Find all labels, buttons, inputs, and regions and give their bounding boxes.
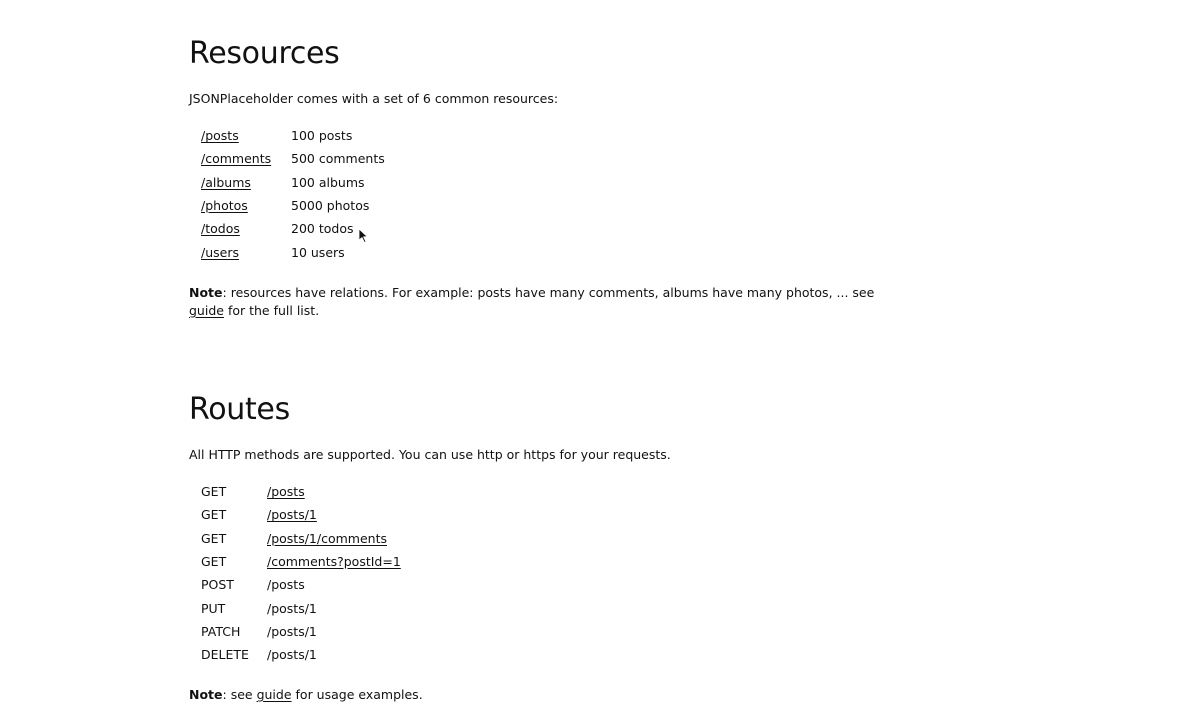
table-row <box>201 620 401 643</box>
table-row <box>201 171 385 194</box>
routes-intro: All HTTP methods are supported. You can use http or https for your requests. <box>189 447 671 462</box>
note-label: Note <box>189 285 223 300</box>
route-path: /posts/1 <box>267 647 317 663</box>
route-link-posts[interactable]: /posts <box>267 484 305 500</box>
table-row <box>201 550 401 573</box>
table-row <box>201 527 401 550</box>
route-path: /posts/1 <box>267 600 317 616</box>
resource-link-todos[interactable]: /todos <box>201 221 240 237</box>
route-method: GET <box>201 554 227 570</box>
resource-count: 100 posts <box>291 128 353 144</box>
note-text: : resources have relations. For example: posts have many comments, albums have many photos, ... see <box>222 285 875 300</box>
route-link-posts-1[interactable]: /posts/1 <box>267 507 317 523</box>
table-row <box>201 124 385 147</box>
note-label: Note <box>189 687 223 702</box>
resources-intro: JSONPlaceholder comes with a set of 6 common resources: <box>189 91 559 106</box>
route-link-posts-1-comments[interactable]: /posts/1/comments <box>267 530 387 546</box>
table-row <box>201 596 401 619</box>
mouse-pointer-icon <box>358 228 370 244</box>
route-link-comments-postid[interactable]: /comments?postId=1 <box>267 554 401 570</box>
resource-count: 100 albums <box>291 174 365 190</box>
resource-count: 500 comments <box>291 151 385 167</box>
resource-link-posts[interactable]: /posts <box>201 128 239 144</box>
guide-link[interactable]: guide <box>189 303 224 318</box>
resource-count: 200 todos <box>291 221 354 237</box>
routes-heading: Routes <box>189 392 290 427</box>
routes-table <box>201 480 401 666</box>
resource-link-comments[interactable]: /comments <box>201 151 272 167</box>
route-method: PATCH <box>201 623 241 639</box>
resource-count: 10 users <box>291 244 345 260</box>
resource-link-albums[interactable]: /albums <box>201 174 251 190</box>
note-tail: for usage examples. <box>291 687 423 702</box>
resources-note <box>189 284 879 320</box>
resource-link-photos[interactable]: /photos <box>201 198 248 214</box>
route-method: PUT <box>201 600 226 616</box>
table-row <box>201 643 401 666</box>
guide-link[interactable]: guide <box>256 687 292 702</box>
route-method: DELETE <box>201 647 249 663</box>
note-text: : see <box>222 687 257 702</box>
route-method: POST <box>201 577 234 593</box>
resources-heading: Resources <box>189 36 340 71</box>
note-tail: for the full list. <box>223 303 320 318</box>
route-path: /posts <box>267 577 305 593</box>
route-method: GET <box>201 530 227 546</box>
resource-count: 5000 photos <box>291 198 370 214</box>
table-row <box>201 147 385 170</box>
table-row <box>201 503 401 526</box>
route-method: GET <box>201 507 227 523</box>
route-path: /posts/1 <box>267 623 317 639</box>
routes-note <box>189 686 423 704</box>
resource-link-users[interactable]: /users <box>201 244 239 260</box>
table-row <box>201 573 401 596</box>
table-row <box>201 194 385 217</box>
table-row <box>201 480 401 503</box>
route-method: GET <box>201 484 227 500</box>
